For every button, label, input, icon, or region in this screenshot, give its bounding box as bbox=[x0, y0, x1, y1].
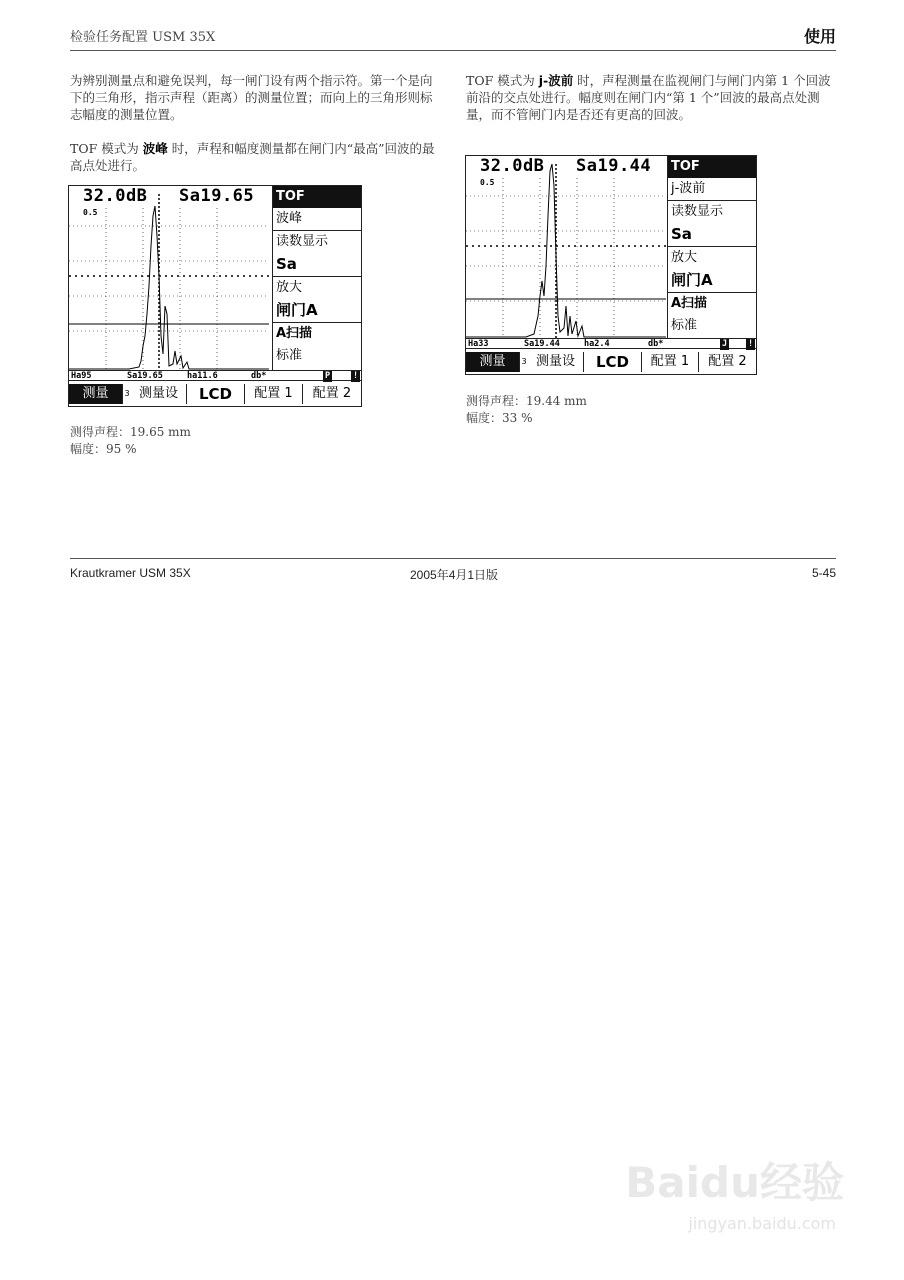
status-ha-1: Ha95 bbox=[71, 371, 92, 381]
ascan-plot-1 bbox=[69, 186, 269, 370]
tab-index-2: 3 bbox=[521, 357, 527, 366]
tab-config2-2[interactable]: 配置 2 bbox=[708, 354, 747, 369]
header-section: 使用 bbox=[803, 27, 836, 46]
gain-step-1: 0.5 bbox=[83, 208, 98, 217]
tab-bar-1 bbox=[69, 384, 361, 404]
left-para-1: 为辨别测量点和避免误判，每一闸门设有两个指示符。第一个是向下的三角形，指示声程（距离）的测量位置；而向上的三角形则标志幅度的测量位置。 bbox=[70, 73, 433, 122]
status-flag-1: P bbox=[325, 371, 331, 381]
menu-tof-mode-1[interactable]: 波峰 bbox=[276, 211, 303, 226]
header-title: 检验任务配置 USM 35X bbox=[70, 30, 216, 45]
right-measured-distance: 测得声程：19.44 mm bbox=[466, 394, 587, 408]
menu-gate-2[interactable]: 闸门A bbox=[671, 271, 713, 289]
status-ha-2: Ha33 bbox=[468, 339, 489, 349]
sa-reading-1: Sa19.65 bbox=[179, 186, 255, 206]
tab-lcd-2[interactable]: LCD bbox=[584, 352, 642, 372]
gain-value-2: 32.0dB bbox=[480, 156, 545, 176]
right-mode-bold: j-波前 bbox=[538, 73, 574, 88]
menu-ascan-1[interactable]: A扫描 bbox=[276, 326, 313, 341]
tab-bar-2 bbox=[466, 352, 756, 372]
header-rule bbox=[70, 50, 836, 51]
status-sa-1: Sa19.65 bbox=[127, 371, 163, 381]
menu-readout-value-2[interactable]: Sa bbox=[671, 225, 692, 243]
menu-readout-2[interactable]: 读数显示 bbox=[671, 204, 724, 219]
menu-readout-value-1[interactable]: Sa bbox=[276, 255, 297, 273]
left-para-2: TOF 模式为 波峰 时，声程和幅度测量都在闸门内“最高”回波的最高点处进行。 bbox=[70, 141, 435, 173]
menu-zoom-2[interactable]: 放大 bbox=[671, 250, 698, 265]
right-para: TOF 模式为 j-波前 时，声程测量在监视闸门与闸门内第 1 个回波前沿的交点处进行。幅度则在闸门内“第 1 个”回波的最高点处测量，而不管闸门内是否还有更高的回波。 bbox=[466, 73, 831, 122]
status-bar-1 bbox=[69, 370, 361, 381]
tab-config1-1[interactable]: 配置 1 bbox=[245, 384, 303, 404]
sa-reading-2: Sa19.44 bbox=[576, 156, 652, 176]
footer-edition: 2005年4月1日版 bbox=[410, 568, 499, 582]
right-measured-amplitude: 幅度：33 % bbox=[466, 411, 533, 425]
footer-rule bbox=[70, 558, 836, 559]
status-ha2-1: ha11.6 bbox=[187, 371, 218, 381]
tab-lcd-1[interactable]: LCD bbox=[187, 384, 245, 404]
left-measured-distance: 测得声程：19.65 mm bbox=[70, 425, 191, 439]
status-bar-2 bbox=[466, 338, 756, 349]
menu-gate-1[interactable]: 闸门A bbox=[276, 301, 318, 319]
tab-measure-setup-2[interactable]: 测量设 bbox=[528, 352, 584, 372]
tab-measure-1[interactable]: 测量 bbox=[69, 384, 123, 404]
tab-config1-2[interactable]: 配置 1 bbox=[642, 352, 699, 372]
gain-value-1: 32.0dB bbox=[83, 186, 148, 206]
menu-readout-1[interactable]: 读数显示 bbox=[276, 234, 329, 249]
left-measured-amplitude: 幅度：95 % bbox=[70, 442, 137, 456]
status-flag-2: J bbox=[722, 339, 728, 349]
tab-measure-2[interactable]: 测量 bbox=[466, 352, 520, 372]
status-ha2-2: ha2.4 bbox=[584, 339, 610, 349]
ultrasonic-screen-2 bbox=[465, 155, 757, 375]
menu-standard-2[interactable]: 标准 bbox=[671, 318, 698, 333]
menu-zoom-1[interactable]: 放大 bbox=[276, 280, 303, 295]
menu-tof-2[interactable]: TOF bbox=[668, 156, 756, 178]
side-menu-2 bbox=[667, 156, 756, 338]
status-db-2: db* bbox=[648, 339, 664, 349]
side-menu-1 bbox=[272, 186, 361, 370]
menu-tof-1[interactable]: TOF bbox=[273, 186, 361, 208]
status-alert-2: ! bbox=[748, 339, 754, 349]
tab-measure-setup-1[interactable]: 测量设 bbox=[131, 384, 187, 404]
status-db-1: db* bbox=[251, 371, 267, 381]
menu-ascan-2[interactable]: A扫描 bbox=[671, 296, 708, 311]
footer-page-number: 5-45 bbox=[811, 566, 836, 580]
status-sa-2: Sa19.44 bbox=[524, 339, 560, 349]
tab-config2-1[interactable]: 配置 2 bbox=[312, 386, 352, 401]
menu-standard-1[interactable]: 标准 bbox=[276, 348, 303, 363]
ascan-plot-2 bbox=[466, 156, 666, 338]
left-mode-bold: 波峰 bbox=[142, 141, 168, 156]
gain-step-2: 0.5 bbox=[480, 178, 495, 187]
footer-product: Krautkramer USM 35X bbox=[70, 566, 191, 580]
tab-index-1: 3 bbox=[124, 389, 130, 398]
status-alert-1: ! bbox=[353, 371, 359, 381]
ultrasonic-screen-1 bbox=[68, 185, 362, 407]
menu-tof-mode-2[interactable]: j-波前 bbox=[671, 181, 706, 196]
watermark-url: jingyan.baidu.com bbox=[688, 1214, 836, 1233]
watermark-logo: Baidu经验 bbox=[625, 1158, 844, 1207]
